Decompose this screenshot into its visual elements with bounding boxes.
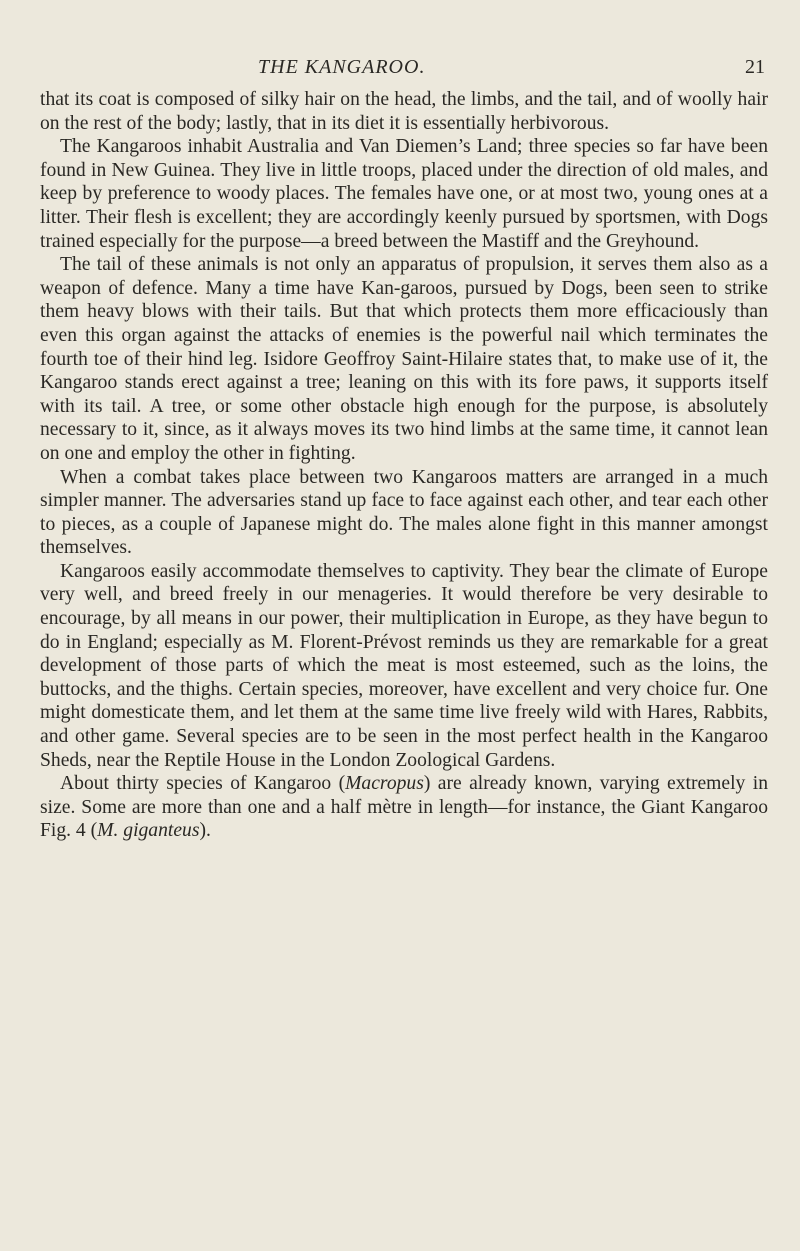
paragraph-6-text-a: About thirty species of Kangaroo (: [60, 773, 346, 795]
running-title: THE KANGAROO.: [258, 56, 426, 78]
paragraph-2: The Kangaroos inhabit Australia and Van Diemen’s Land; three species so far have been found in New Guinea. They live in little troops, placed under the direction of old males, and keep by preference to woody places. The females have one, or at most two, young ones at a litter. Their flesh is excellent; they are accordingly keenly pursued by sportsmen, with Dogs trained especially for the purpose—a breed between the Mastiff and the Greyhound.: [40, 136, 768, 252]
genus-name: Macropus: [345, 773, 424, 795]
paragraph-6: [40, 772, 768, 843]
body-text: [40, 88, 768, 843]
species-name: M. giganteus: [97, 820, 200, 842]
paragraph-4: When a combat takes place between two Kangaroos matters are arranged in a much simpler manner. The adversaries stand up face to face against each other, and tear each other to pieces, as a couple of Japanese might do. The males alone fight in this manner amongst themselves.: [40, 466, 768, 559]
page-number: 21: [745, 56, 765, 78]
paragraph-6-text-c: ).: [199, 820, 211, 842]
paragraph-1: that its coat is composed of silky hair on the head, the limbs, and the tail, and of woolly hair on the rest of the body; lastly, that in its diet it is essentially herbivorous.: [40, 89, 768, 134]
running-head: [0, 56, 800, 86]
paragraph-3: The tail of these animals is not only an apparatus of propulsion, it serves them also as a weapon of defence. Many a time have Kan-garoos, pursued by Dogs, been seen to strike them heavy blows with their tails. But that which protects them more efficaciously than even this organ against the attacks of enemies is the powerful nail which terminates the fourth toe of their hind leg. Isidore Geoffroy Saint-Hilaire states that, to make use of it, the Kangaroo stands erect against a tree; leaning on this with its fore paws, it supports itself with its tail. A tree, or some other obstacle high enough for the purpose, is absolutely necessary to it, since, as it always moves its two hind limbs at the same time, it cannot lean on one and employ the other in fighting.: [40, 254, 768, 464]
paragraph-5: Kangaroos easily accommodate themselves to captivity. They bear the climate of Europe very well, and breed freely in our menageries. It would therefore be very desirable to encourage, by all means in our power, their multiplication in Europe, as they have begun to do in England; especially as M. Florent-Prévost reminds us they are remarkable for a great development of those parts of which the meat is most esteemed, such as the loins, the buttocks, and the thighs. Certain species, moreover, have excellent and very choice fur. One might domesticate them, and let them at the same time live freely wild with Hares, Rabbits, and other game. Several species are to be seen in the most perfect health in the Kangaroo Sheds, near the Reptile House in the London Zoological Gardens.: [40, 560, 768, 771]
paragraph-6-text-b: ) are already known, varying extremely in size. Some are more than one and a half mètre in length—for instance, the Giant Kangaroo Fig. 4 (: [40, 773, 768, 842]
